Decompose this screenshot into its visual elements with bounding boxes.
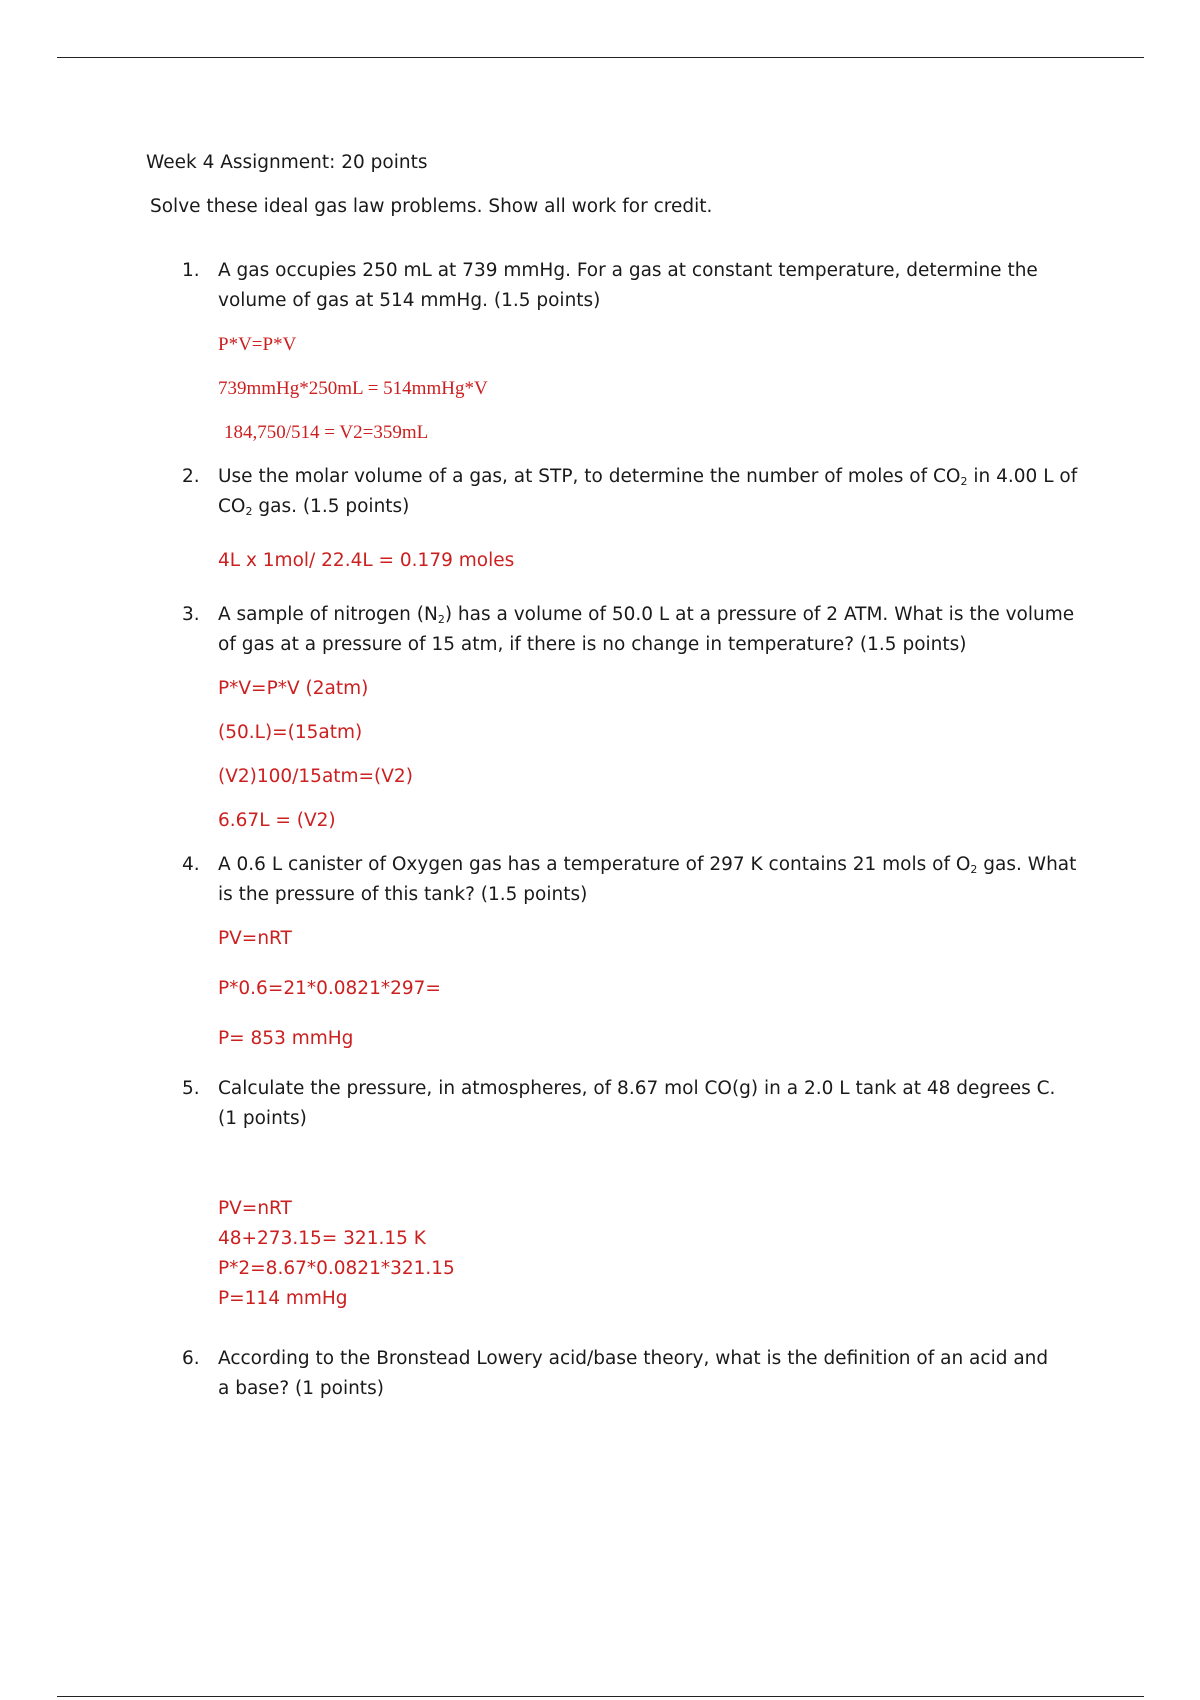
- answer-line: 4L x 1mol/ 22.4L = 0.179 moles: [218, 550, 515, 571]
- answer-line: 739mmHg*250mL = 514mmHg*V: [218, 378, 488, 399]
- document-body: [146, 148, 1086, 1404]
- answer-line: P=114 mmHg: [218, 1288, 348, 1309]
- question-number: 6.: [182, 1348, 200, 1369]
- answer-line: P= 853 mmHg: [218, 1028, 354, 1049]
- question-number: 3.: [182, 604, 200, 625]
- question-5: [146, 1074, 1086, 1314]
- question-2: [146, 462, 1086, 576]
- answer-line: 48+273.15= 321.15 K: [218, 1228, 426, 1249]
- question-number: 2.: [182, 466, 200, 487]
- question-4: [146, 850, 1086, 1054]
- question-text-line2: is the pressure of this tank? (1.5 points): [218, 884, 588, 905]
- question-text-line1: Use the molar volume of a gas, at STP, to determine the number of moles of $CO_2$ in 4.00 L of: [218, 466, 1078, 488]
- question-text-line1: A 0.6 L canister of Oxygen gas has a temperature of 297 K contains 21 mols of $O_2$ gas. What: [218, 854, 1077, 876]
- question-number: 5.: [182, 1078, 200, 1099]
- question-text-line1: A sample of nitrogen $(N_2)$ has a volume of 50.0 L at a pressure of 2 ATM. What is the volume: [218, 604, 1075, 626]
- assignment-title: Week 4 Assignment: 20 points: [146, 152, 428, 173]
- answer-line: 184,750/514 = V2=359mL: [224, 422, 429, 443]
- footer-rule: [57, 1696, 1144, 1697]
- answer-line: P*V=P*V (2atm): [218, 678, 369, 699]
- answer-line: PV=nRT: [218, 1198, 292, 1219]
- question-text-line2: (1 points): [218, 1108, 307, 1129]
- question-list: [146, 256, 1086, 1404]
- answer-line: P*2=8.67*0.0821*321.15: [218, 1258, 455, 1279]
- question-text-line1: According to the Bronstead Lowery acid/base theory, what is the definition of an acid and: [218, 1348, 1049, 1369]
- answer-line: 6.67L = (V2): [218, 810, 336, 831]
- question-text-line1: Calculate the pressure, in atmospheres, of 8.67 mol CO(g) in a 2.0 L tank at 48 degrees C.: [218, 1078, 1056, 1099]
- answer-line: P*0.6=21*0.0821*297=: [218, 978, 441, 999]
- question-3: [146, 600, 1086, 836]
- question-1: [146, 256, 1086, 448]
- header-rule: [57, 57, 1144, 58]
- answer-line: (V2)100/15atm=(V2): [218, 766, 413, 787]
- answer-line: PV=nRT: [218, 928, 292, 949]
- answer-line: P*V=P*V: [218, 334, 297, 355]
- question-number: 1.: [182, 260, 200, 281]
- question-text-line2: volume of gas at 514 mmHg. (1.5 points): [218, 290, 601, 311]
- question-6: [146, 1344, 1086, 1404]
- question-text-line1: A gas occupies 250 mL at 739 mmHg. For a gas at constant temperature, determine the: [218, 260, 1038, 281]
- question-number: 4.: [182, 854, 200, 875]
- question-text-line2: a base? (1 points): [218, 1378, 384, 1399]
- answer-line: (50.L)=(15atm): [218, 722, 363, 743]
- question-text-line2: of gas at a pressure of 15 atm, if there is no change in temperature? (1.5 points): [218, 634, 967, 655]
- assignment-instructions: Solve these ideal gas law problems. Show all work for credit.: [150, 196, 713, 217]
- question-text-line2: $CO_2$ gas. (1.5 points): [218, 496, 410, 518]
